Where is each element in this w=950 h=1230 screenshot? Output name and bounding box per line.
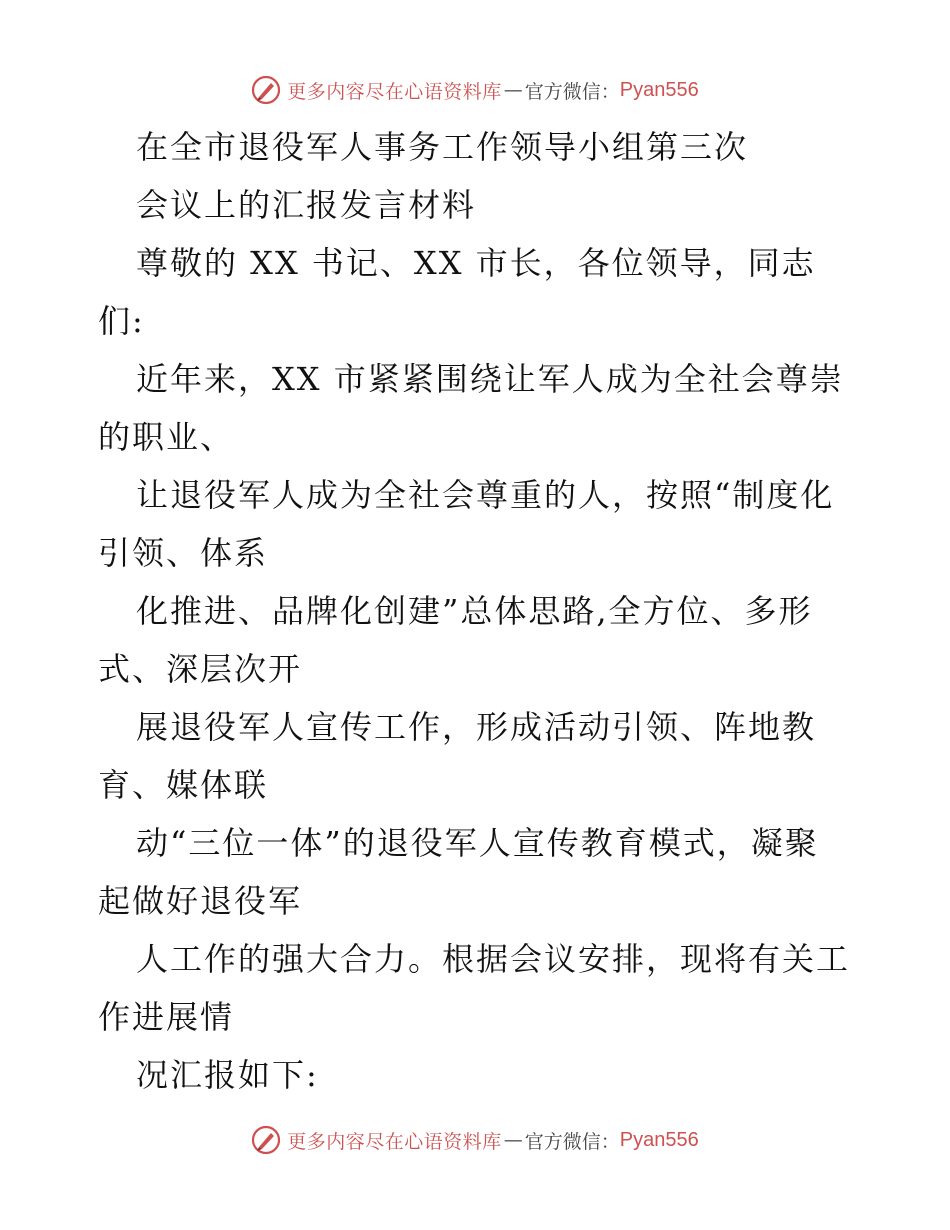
banner-wechat-id: Pyan556	[619, 1128, 699, 1151]
document-body	[98, 118, 868, 1104]
banner-wechat-label: 官方微信：	[524, 1130, 620, 1153]
quill-pen-logo-icon	[251, 1125, 281, 1155]
banner-separator: —	[503, 79, 523, 101]
paragraph-line: 式、深层次开	[98, 650, 303, 688]
paragraph-line: 的职业、	[98, 418, 235, 456]
paragraph-line: 作进展情	[98, 998, 235, 1036]
paragraph-line: 人工作的强大合力。根据会议安排，现将有关工	[136, 940, 851, 978]
paragraph-line: 近年来，XX 市紧紧围绕让军人成为全社会尊崇	[136, 360, 844, 398]
paragraph-line: 展退役军人宣传工作，形成活动引领、阵地教	[136, 708, 817, 746]
footer-banner	[0, 1120, 950, 1160]
paragraph-line: 动“三位一体”的退役军人宣传教育模式，凝聚	[136, 824, 819, 862]
paragraph-line: 况汇报如下:	[136, 1056, 319, 1094]
salutation-line-2: 们:	[98, 302, 145, 340]
banner-text: 更多内容尽在心语资料库	[287, 80, 502, 103]
title-line-2: 会议上的汇报发言材料	[136, 186, 477, 224]
banner-wechat-id: Pyan556	[619, 78, 699, 101]
paragraph-line: 让退役军人成为全社会尊重的人，按照“制度化	[136, 476, 835, 514]
banner-separator: —	[503, 1129, 523, 1151]
quill-pen-logo-icon	[251, 75, 281, 105]
banner-text: 更多内容尽在心语资料库	[287, 1130, 502, 1153]
title-line-1: 在全市退役军人事务工作领导小组第三次	[136, 128, 749, 166]
paragraph-line: 引领、体系	[98, 534, 269, 572]
paragraph-line: 起做好退役军	[98, 882, 303, 920]
salutation-line-1: 尊敬的 XX 书记、XX 市长，各位领导，同志	[136, 244, 816, 282]
paragraph-line: 化推进、品牌化创建”总体思路,全方位、多形	[136, 592, 813, 630]
paragraph-line: 育、媒体联	[98, 766, 269, 804]
banner-wechat-label: 官方微信：	[524, 80, 620, 103]
header-banner	[0, 70, 950, 110]
